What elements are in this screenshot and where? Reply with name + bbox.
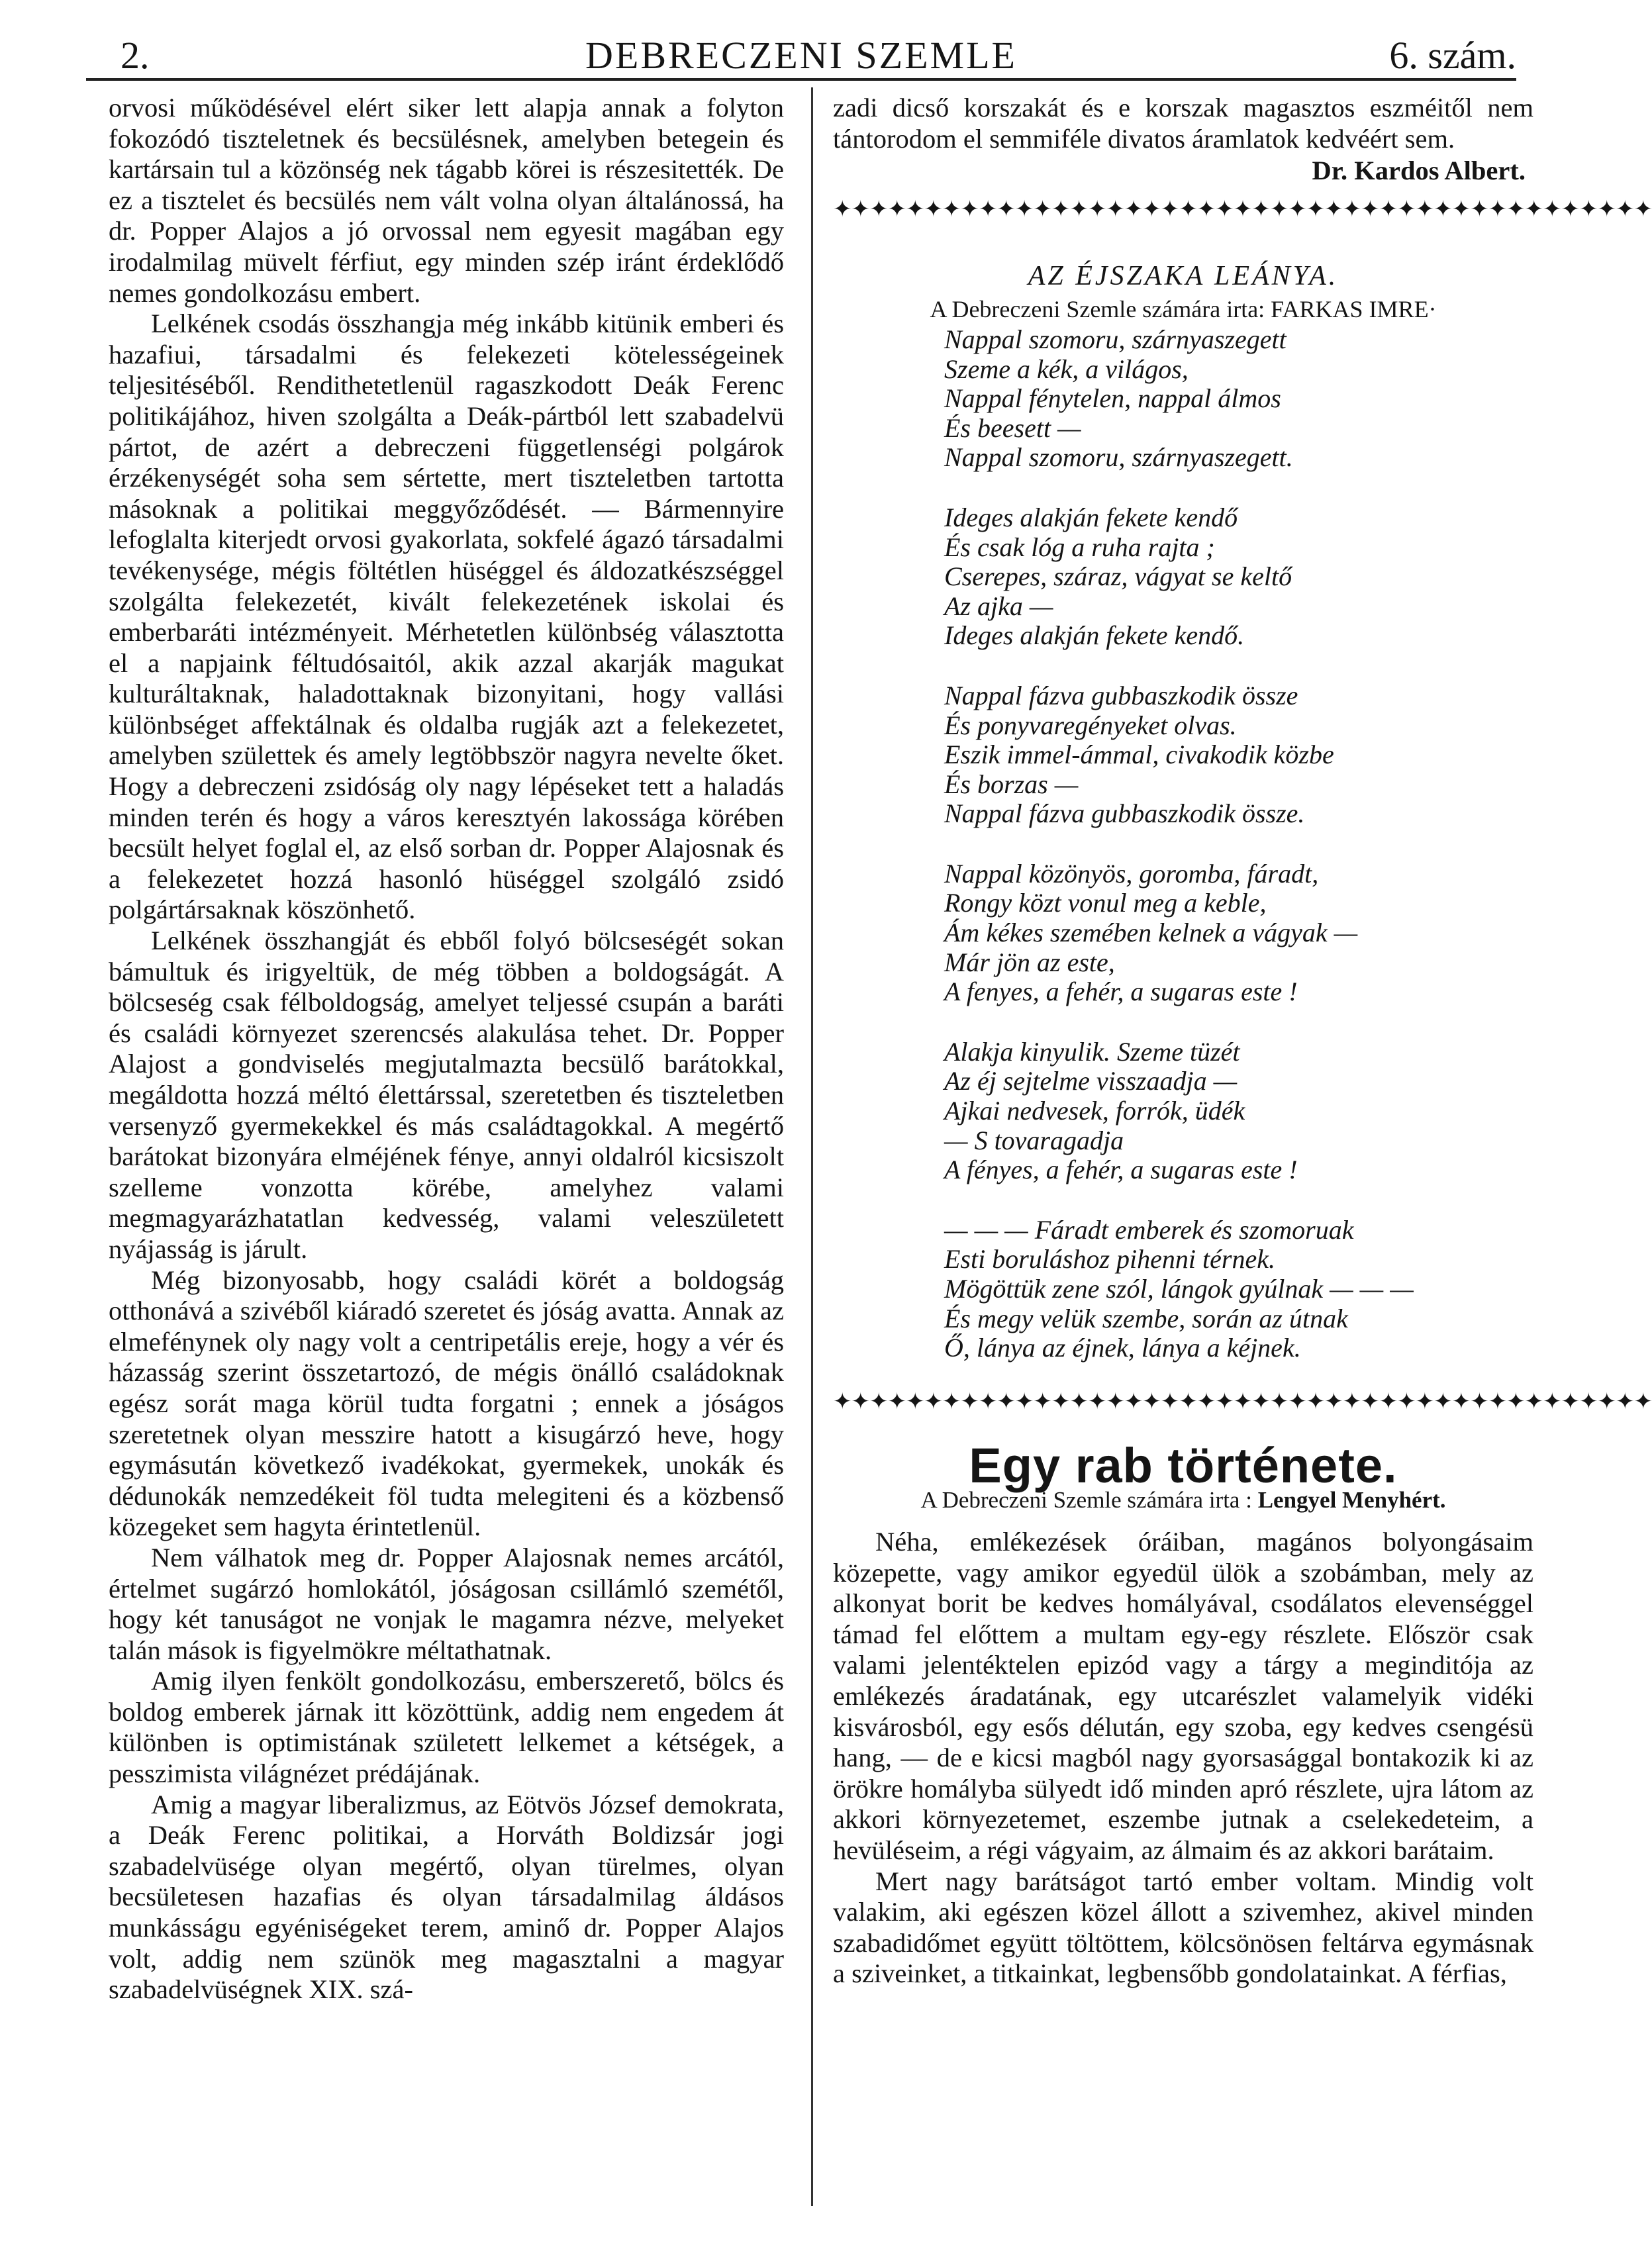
poem-line: A fényes, a fehér, a sugaras este ! — [944, 1155, 1298, 1185]
poem-byline: A Debreczeni Szemle számára irta: FARKAS IMRE· — [930, 296, 1437, 323]
poem-line: Nappal közönyös, goromba, fáradt, — [944, 858, 1319, 889]
page-number: 2. — [121, 34, 150, 77]
article-signature: Dr. Kardos Albert. — [1312, 156, 1526, 186]
poem-stanza — [944, 503, 1533, 651]
poem-stanza — [944, 1216, 1533, 1363]
poem-line: És megy velük szembe, során az útnak — [944, 1303, 1348, 1333]
poem-line: És csak lóg a ruha rajta ; — [944, 532, 1215, 562]
poem-line: Ajkai nedvesek, forrók, üdék — [944, 1096, 1245, 1126]
poem-body — [833, 325, 1533, 1363]
poem-line: Ideges alakján fekete kendő — [944, 502, 1238, 532]
issue-number: 6. szám. — [1389, 34, 1516, 77]
poem-line: Alakja kinyulik. Szeme tüzét — [944, 1036, 1240, 1067]
poem-line: A fenyes, a fehér, a sugaras este ! — [944, 977, 1298, 1007]
poem-line: Szeme a kék, a világos, — [944, 354, 1189, 384]
poem-line: Ideges alakján fekete kendő. — [944, 620, 1245, 651]
story-paragraph-1: Néha, emlékezések óráiban, magános bolyongásaim közepette, vagy amikor egyedül ülök a szobámban, mely az alkonyat borit be kedves homályával, csodálatos elevenséggel támad fel előttem a multam egy-egy részlete. Először csak valami jelentéktelen epizód vagy a tárgy a meginditója az emlékezés áradatának, egy utcarészlet valamelyik vidéki kisvárosból, egy esős délután, egy szoba, egy kedves csengésü hang, — de e kicsi magból nagy gyorsasággal bontakozik ki az örökre homályba sülyedt idő minden apró részlete, ujra látom az akkori környezetemet, eszembe jutnak a cselekedeteim, a hevüléseim, a régi vágyaim, az álmaim és az akkori barátaim. — [833, 1526, 1533, 1865]
poem-line: — — — Fáradt emberek és szomoruak — [944, 1214, 1354, 1245]
story-title: Egy rab története. — [969, 1437, 1398, 1493]
poem-line: Esti boruláshoz pihenni térnek. — [944, 1244, 1275, 1274]
left-paragraph-1: orvosi működésével elért siker lett alapja annak a folyton fokozódó tiszteletnek és becsülésnek, amelyben betegein és kartársain tul a közönség nek tágabb körei is részesitették. De ez a tisztelet és becsülés nem vált volna olyan általánossá, ha dr. Popper Alajos a jó orvossal nem egyesit magában egy irodalmilag müvelt férfiut, egy minden szép iránt érdeklődő nemes gondolkozásu embert. — [109, 93, 784, 308]
left-paragraph-2: Lelkének csodás összhangja még inkább kitünik emberi és hazafiui, társadalmi és felekezeti kötelességeinek teljesitéséből. Rendithetetlenül ragaszkodott Deák Ferenc politikájához, hiven szolgálta a Deák-pártból lett szabadelvü pártot, de azért a debreczeni függetlenségi polgárok érzékenységét soha sem sértette, mert tiszteletben tartotta másoknak a politikai meggyőződését. — Bármennyire lefoglalta kiterjedt orvosi gyakorlata, sokfelé ágazó társadalmi tevékenysége, mégis föltétlen hüséggel és áldozatkészséggel szolgálta felekezetét, kivált felekezetének iskolai és emberbaráti intézményeit. Mérhetetlen különbség választotta el a napjaink féltudósaitól, akik azzal akarják magukat kulturáltaknak, haladottaknak bizonyitani, hogy vallási különbséget affektálnak és oldalba rugják azt a felekezetet, amelyben születtek és amely legtöbbször nagyra nevelte őket. Hogy a debreczeni zsidóság oly nagy lépéseket tett a haladás minden terén és hogy a város keresztyén lakossága körében becsült helyet foglal el, az első sorban dr. Popper Alajosnak és a felekezetet hozzá hasonló hüséggel szolgáló zsidó polgártársaknak köszönhető. — [109, 309, 784, 925]
left-paragraph-7: Amig a magyar liberalizmus, az Eötvös József demokrata, a Deák Ferenc politikai, a Horváth Boldizsár jogi szabadelvüsége olyan megértő, olyan türelmes, olyan becsületesen hazafias és olyan társadalmilag áldásos munkásságu egyéniségeket terem, aminő dr. Popper Alajos volt, addig nem szünök meg magasztalni a magyar szabadelvüségnek XIX. szá- — [109, 1789, 784, 2005]
poem-line: És ponyvaregényeket olvas. — [944, 710, 1237, 740]
poem-line: Mögöttük zene szól, lángok gyúlnak — — — — [944, 1274, 1414, 1304]
poem-stanza — [944, 325, 1533, 473]
poem-line: Nappal szomoru, szárnyaszegett. — [944, 442, 1293, 473]
left-paragraph-6: Amig ilyen fenkölt gondolkozásu, emberszerető, bölcs és boldog emberek járnak itt közöttünk, addig nem engedem át különben is optimistának született lelkemet a kétségek, a pesszimista világnézet prédájának. — [109, 1666, 784, 1789]
poem-stanza — [944, 859, 1533, 1007]
left-paragraph-3: Lelkének összhangját és ebből folyó bölcseségét sokan bámultuk és irigyeltük, de még többen a boldogságát. A bölcseség csak félboldogság, amelyet teljessé csupán a baráti és családi környezet szerencsés alakulása tehet. Dr. Popper Alajost a gondviselés megjutalmazta becsülő barátokkal, megáldotta hozzá méltó élettárssal, szeretetben és tiszteletben versenyző gyermekekkel és más családtagokkal. A megértő barátokat bizonyára elméjének fénye, annyi oldalról kicsiszolt szelleme vonzotta körébe, amelyhez valami megmagyarázhatatlan kedvesség, valami veleszületett nyájasság is járult. — [109, 926, 784, 1264]
poem-line: Rongy közt vonul meg a keble, — [944, 888, 1267, 918]
poem-line: Az ajka — — [944, 591, 1053, 621]
poem-line: Cserepes, száraz, vágyat se keltő — [944, 561, 1292, 592]
page-header — [86, 26, 1516, 79]
left-paragraph-4: Még bizonyosabb, hogy családi körét a boldogság otthonává a szivéből kiáradó szeretet és jóság avatta. Annak az elmefénynek oly nagy volt a centripetális ereje, hogy a vér és házasság szerint összetartozó, de mégis önálló családoknak egész sorát maga körül tudta forgatni ; ennek a jóságos szeretetnek olyan messzire hatott a kisugárzó heve, hogy egymásután következő ivadékokat, gyermekek, unokák és dédunokák nemzedékeit föl tudta melegiteni és a közbenső közegeket sem hagyta érintetlenül. — [109, 1265, 784, 1542]
story-byline: A Debreczeni Szemle számára irta : Lengyel Menyhért. — [920, 1487, 1446, 1514]
poem-line: Nappal szomoru, szárnyaszegett — [944, 324, 1287, 354]
article-continuation: zadi dicső korszakát és e korszak magasztos eszméitől nem tántorodom el semmiféle divatos áramlatok kedvéért sem. — [833, 93, 1533, 154]
poem-line: És beesett — — [944, 412, 1081, 443]
header-rule — [86, 78, 1516, 81]
poem-line: És borzas — — [944, 769, 1079, 799]
poem-line: Már jön az este, — [944, 947, 1115, 977]
poem-line: Ám kékes szemében kelnek a vágyak — — [944, 918, 1358, 948]
poem-line: Nappal fénytelen, nappal álmos — [944, 383, 1281, 414]
right-column — [833, 93, 1652, 1990]
poem-line: Eszik immel-ámmal, civakodik közbe — [944, 740, 1334, 770]
left-paragraph-5: Nem válhatok meg dr. Popper Alajosnak nemes arcától, értelmet sugárzó homlokától, jóságosan csillámló szemétől, hogy két tanuságot ne vonjak le magamra nézve, melyeket talán mások is figyelmökre méltathatnak. — [109, 1542, 784, 1665]
poem-line: Az éj sejtelme visszaadja — — [944, 1066, 1238, 1096]
poem-line: Nappal fázva gubbaszkodik össze. — [944, 798, 1305, 829]
poem-stanza — [944, 1037, 1533, 1185]
left-column — [109, 93, 784, 2005]
poem-line: — S tovaragadja — [944, 1125, 1124, 1155]
journal-title: DEBRECZENI SZEMLE — [585, 34, 1017, 77]
poem-line: Ő, lánya az éjnek, lánya a kéjnek. — [944, 1333, 1301, 1363]
ornament-divider-1: ✦✦✦✦✦✦✦✦✦✦✦✦✦✦✦✦✦✦✦✦✦✦✦✦✦✦✦✦✦✦✦✦✦✦✦✦✦✦✦✦✦✦✦✦✦ — [833, 197, 1652, 222]
column-divider — [811, 87, 813, 2206]
poem-stanza — [944, 681, 1533, 829]
poem-title: AZ ÉJSZAKA LEÁNYA. — [1028, 260, 1339, 291]
poem-line: Nappal fázva gubbaszkodik össze — [944, 680, 1298, 710]
ornament-divider-2: ✦✦✦✦✦✦✦✦✦✦✦✦✦✦✦✦✦✦✦✦✦✦✦✦✦✦✦✦✦✦✦✦✦✦✦✦✦✦✦✦✦✦✦✦✦ — [833, 1389, 1652, 1414]
story-paragraph-2: Mert nagy barátságot tartó ember voltam. Mindig volt valakim, aki egészen közel állott a szivemhez, akivel minden szabadidőmet együtt töltöttem, kölcsönösen feltárva egymásnak a sziveinket, a titkainkat, legbensőbb gondolatainkat. A férfias, — [833, 1866, 1533, 1989]
